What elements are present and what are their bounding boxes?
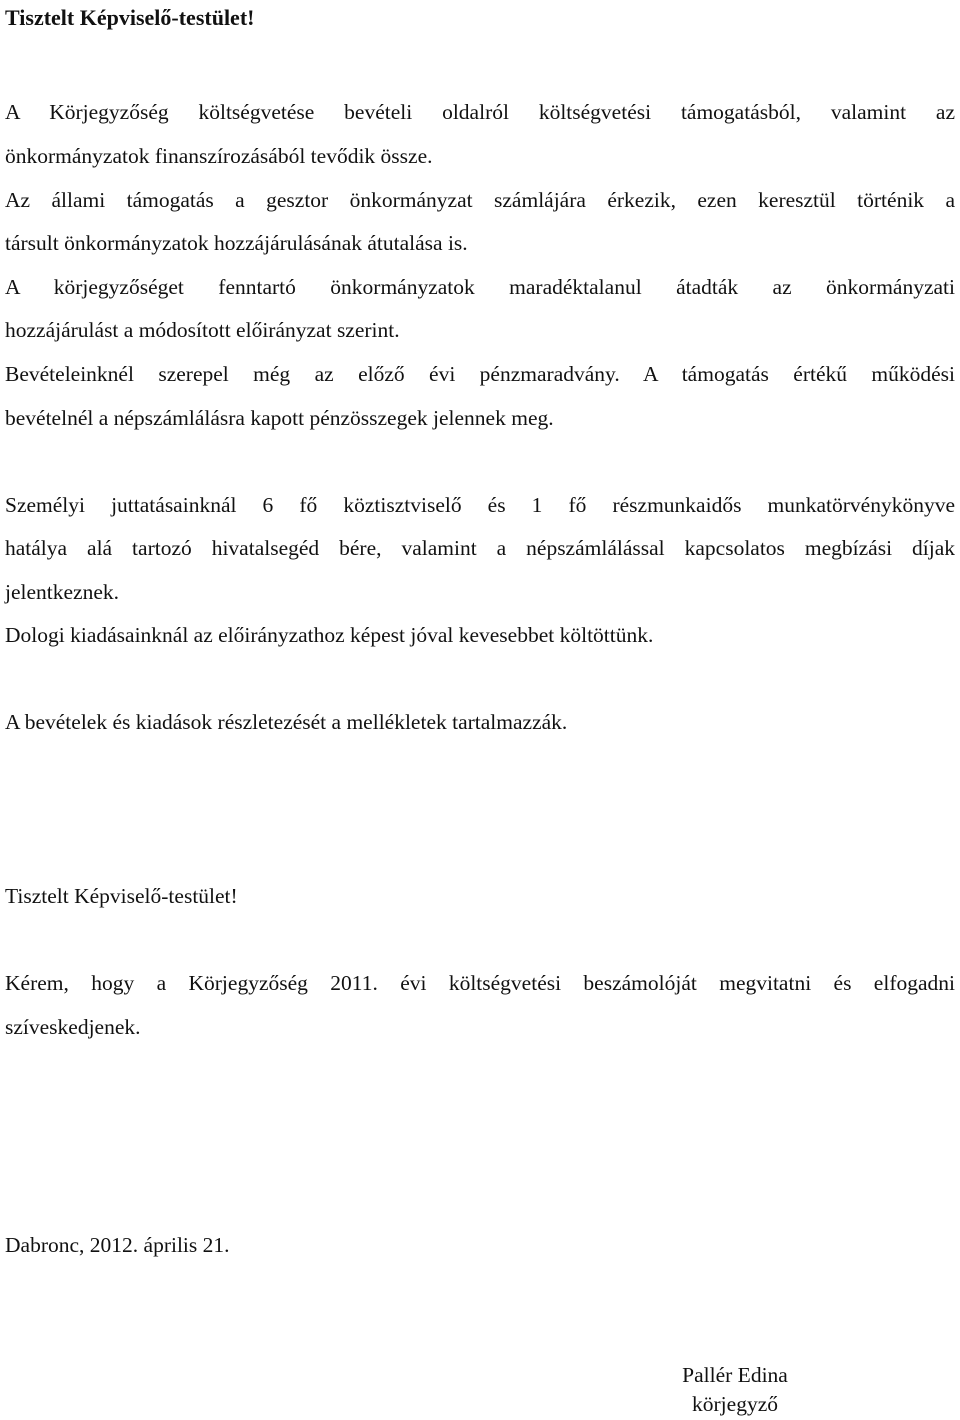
paragraph-line: Dologi kiadásainknál az előirányzathoz képest jóval kevesebbet költöttünk. bbox=[5, 623, 654, 647]
paragraph-line: A körjegyzőséget fenntartó önkormányzatok maradéktalanul átadták az önkormányzati bbox=[5, 275, 955, 299]
paragraph-appendix: A bevételek és kiadások részletezését a mellékletek tartalmazzák. bbox=[5, 710, 568, 734]
paragraph-line: jelentkeznek. bbox=[5, 580, 120, 604]
place-date: Dabronc, 2012. április 21. bbox=[5, 1233, 230, 1257]
paragraph-line: Bevételeinknél szerepel még az előző évi pénzmaradvány. A támogatás értékű működési bbox=[5, 362, 955, 386]
closing-salutation: Tisztelt Képviselő-testület! bbox=[5, 884, 238, 908]
signature-title: körjegyző bbox=[692, 1392, 778, 1416]
page-heading: Tisztelt Képviselő-testület! bbox=[5, 5, 255, 30]
paragraph-line: A Körjegyzőség költségvetése bevételi oldalról költségvetési támogatásból, valamint az bbox=[5, 100, 955, 124]
paragraph-line: hozzájárulást a módosított előirányzat szerint. bbox=[5, 318, 400, 342]
signature-name: Pallér Edina bbox=[682, 1363, 788, 1387]
paragraph-line: önkormányzatok finanszírozásából tevődik össze. bbox=[5, 144, 433, 168]
paragraph-line: hatálya alá tartozó hivatalsegéd bére, valamint a népszámlálással kapcsolatos megbízási díjak bbox=[5, 536, 955, 560]
paragraph-line: szíveskedjenek. bbox=[5, 1015, 141, 1039]
paragraph-line: Személyi juttatásainknál 6 fő köztisztviselő és 1 fő részmunkaidős munkatörvénykönyve bbox=[5, 493, 955, 517]
paragraph-line: bevételnél a népszámlálásra kapott pénzösszegek jelennek meg. bbox=[5, 406, 554, 430]
paragraph-line: Az állami támogatás a gesztor önkormányzat számlájára érkezik, ezen keresztül történik a bbox=[5, 188, 955, 212]
paragraph-line: Kérem, hogy a Körjegyzőség 2011. évi költségvetési beszámolóját megvitatni és elfogadni bbox=[5, 971, 955, 995]
paragraph-line: társult önkormányzatok hozzájárulásának átutalása is. bbox=[5, 231, 468, 255]
